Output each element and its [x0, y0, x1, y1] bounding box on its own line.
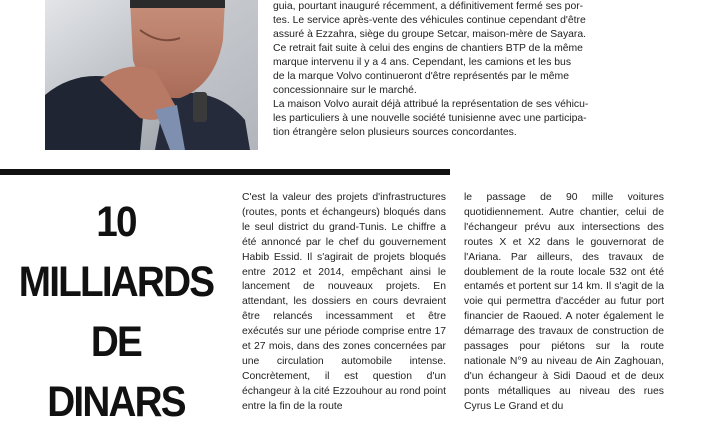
- headline-line-4: DINARS: [47, 378, 185, 426]
- portrait-photo: [45, 0, 258, 150]
- portrait-image: [45, 0, 258, 150]
- headline-line-3: DE: [90, 318, 142, 366]
- text-line: Ce retrait fait suite à celui des engins de chantiers BTP de la même: [273, 43, 583, 54]
- top-article-text: [273, 0, 641, 140]
- headline-line-1: 10: [96, 198, 136, 246]
- text-line: concessionnaire sur le marché.: [273, 85, 417, 96]
- article-column-1: C'est la valeur des projets d'infrastructures (routes, ponts et échangeurs) bloqués dans le seul district du grand-Tunis. Le chiffre a été annoncé par le chef du gouvernement Habib Essid. Il s'agirait de projets bloqués entre 2012 et 2014, empêchant ainsi le lancement de nouveaux projets. En attendant, les dossiers en cours devraient être relancés incessamment et être exécutés sur une période comprise entre 17 et 27 mois, dans des zones concernées par une circulation automobile intense. Concrètement, il est question d'un échangeur à la cité Ezzouhour au rond point entre la fin de la route: [242, 192, 446, 412]
- section-divider: [0, 169, 450, 175]
- text-line: assuré à Ezzahra, siège du groupe Setcar, maison-mère de Sayara.: [273, 29, 587, 40]
- headline: [0, 192, 232, 432]
- text-line: tes. Le service après-vente des véhicules continue cependant d'être: [273, 15, 586, 26]
- text-line: La maison Volvo aurait déjà attribué la représentation de ses véhicu-: [273, 99, 589, 110]
- text-line: les particuliers à une nouvelle société tunisienne avec une participa-: [273, 113, 587, 124]
- headline-line-2: MILLIARDS: [18, 258, 214, 306]
- text-line: guia, pourtant inauguré récemment, a définitivement fermé ses por-: [273, 1, 584, 12]
- text-line: de la marque Volvo continueront d'être représentés par le même: [273, 71, 569, 82]
- text-line: marque intervenu il y a 4 ans. Cependant, les camions et les bus: [273, 57, 572, 68]
- article-column-2: le passage de 90 mille voitures quotidiennement. Autre chantier, celui de l'échangeur prévu aux intersections des routes X et X2 dans le gouvernorat de l'Ariana. Par ailleurs, des travaux de doublement de la route locale 532 ont été entamés et portent sur 14 km. Il s'agit de la voie qui permettra d'accéder au futur port financier de Raoued. A noter également le démarrage des travaux de construction de passages pour piétons sur la route nationale N°9 au niveau de Ain Zaghouan, d'un échangeur à Sidi Daoud et de deux ponts métalliques au niveau des rues Cyrus Le Grand et du: [464, 192, 664, 412]
- text-line: tion étrangère selon plusieurs sources concordantes.: [273, 127, 517, 138]
